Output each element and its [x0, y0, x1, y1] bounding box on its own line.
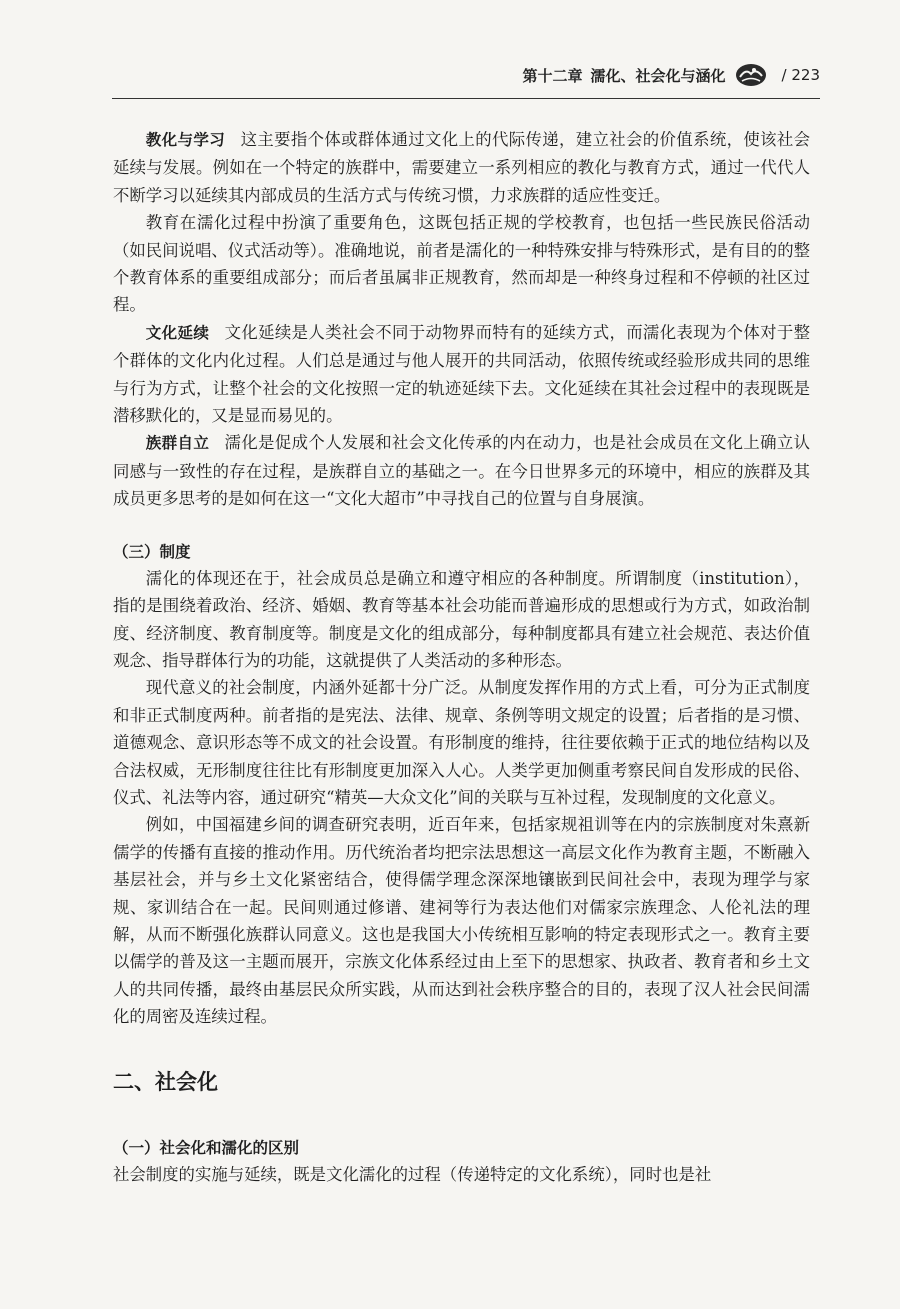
term-teaching-learning: 教化与学习: [145, 131, 226, 149]
term-ethnic-independence: 族群自立: [145, 434, 210, 453]
body-text: [113, 126, 810, 1188]
section-heading-institution: （三）制度: [113, 542, 191, 561]
section-heading-difference: （一）社会化和濡化的区别: [113, 1138, 300, 1157]
spacer: [113, 513, 810, 539]
chapter-section-heading-socialization: 二、社会化: [113, 1069, 218, 1094]
spacer: [113, 1031, 810, 1067]
chapter-emblem-icon: [734, 62, 768, 88]
paragraph-continuation: 社会制度的实施与延续，既是文化濡化的过程（传递特定的文化系统），同时也是社: [113, 1164, 712, 1184]
paragraph-cultural-continuity: [113, 319, 810, 430]
header-rule: [112, 98, 820, 99]
paragraph-education: 教育在濡化过程中扮演了重要角色，这既包括正规的学校教育，也包括一些民族民俗活动（如民间说唱、仪式活动等）。准确地说，前者是濡化的一种特殊安排与特殊形式，是有目的的整个教育体系的重要组成部分；而后者虽属非正规教育，然而却是一种终身过程和不停顿的社区过程。: [113, 213, 810, 315]
paragraph-text: 濡化是促成个人发展和社会文化传承的内在动力，也是社会成员在文化上确立认同感与一致性的存在过程，是族群自立的基础之一。在今日世界多元的环境中，相应的族群及其成员更多思考的是如何在这一“文化大超市”中寻找自己的位置与自身展演。: [113, 433, 810, 509]
term-cultural-continuity: 文化延续: [145, 323, 210, 342]
spacer: [113, 1097, 810, 1135]
chapter-title: 濡化、社会化与涵化: [590, 66, 726, 85]
chapter-number: 第十二章: [522, 66, 583, 85]
paragraph-teaching-learning: [113, 126, 810, 209]
paragraph-institution-definition: 濡化的体现还在于，社会成员总是确立和遵守相应的各种制度。所谓制度（institution），指的是围绕着政治、经济、婚姻、教育等基本社会功能而普遍形成的思想或行为方式，如政治制度、经济制度、教育制度等。制度是文化的组成部分，每种制度都具有建立社会规范、表达价值观念、指导群体行为的功能，这就提供了人类活动的多种形态。: [113, 568, 810, 670]
running-header: [523, 62, 820, 88]
paragraph-ethnic-independence: [113, 429, 810, 512]
paragraph-text: 这主要指个体或群体通过文化上的代际传递，建立社会的价值系统，使该社会延续与发展。例如在一个特定的族群中，需要建立一系列相应的教化与教育方式，通过一代代人不断学习以延续其内部成员的生活方式与传统习惯，力求族群的适应性变迁。: [113, 130, 810, 205]
paragraph-fujian-example: 例如，中国福建乡间的调查研究表明，近百年来，包括家规祖训等在内的宗族制度对朱熹新儒学的传播有直接的推动作用。历代统治者均把宗法思想这一高层文化作为教育主题，不断融入基层社会，并与乡土文化紧密结合，使得儒学理念深深地镶嵌到民间社会中，表现为理学与家规、家训结合在一起。民间则通过修谱、建祠等行为表达他们对儒家宗族理念、人伦礼法的理解，从而不断强化族群认同意义。这也是我国大小传统相互影响的特定表现形式之一。教育主要以儒学的普及这一主题而展开，宗族文化体系经过由上至下的思想家、执政者、教育者和乡土文人的共同传播，最终由基层民众所实践，从而达到社会秩序整合的目的，表现了汉人社会民间濡化的周密及连续过程。: [113, 815, 810, 1027]
paragraph-modern-institution: 现代意义的社会制度，内涵外延都十分广泛。从制度发挥作用的方式上看，可分为正式制度和非正式制度两种。前者指的是宪法、法律、规章、条例等明文规定的设置；后者指的是习惯、道德观念、意识形态等不成文的社会设置。有形制度的维持，往往要依赖于正式的地位结构以及合法权威，无形制度往往比有形制度更加深入人心。人类学更加侧重考察民间自发形成的民俗、仪式、礼法等内容，通过研究“精英—大众文化”间的关联与互补过程，发现制度的文化意义。: [113, 678, 810, 807]
paragraph-text: 文化延续是人类社会不同于动物界而特有的延续方式，而濡化表现为个体对于整个群体的文化内化过程。人们总是通过与他人展开的共同活动，依照传统或经验形成共同的思维与行为方式，让整个社会的文化按照一定的轨迹延续下去。文化延续在其社会过程中的表现既是潜移默化的，又是显而易见的。: [113, 322, 810, 426]
page-number: / 223: [781, 66, 820, 84]
